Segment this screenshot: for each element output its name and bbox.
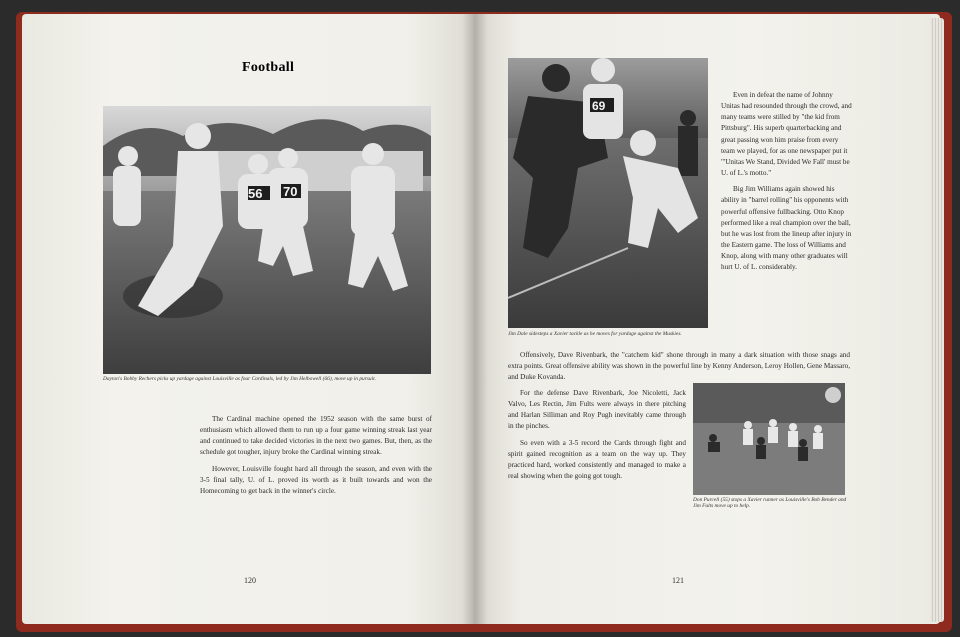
paragraph: However, Louisville fought hard all through the season, and even with the 3-5 final tally, U. of L. proved its worth as it built towards and won the Homecoming to get back in the winner's circle. [200, 464, 432, 495]
book-spine [462, 14, 488, 624]
svg-text:56: 56 [248, 186, 263, 201]
page-edges [930, 18, 944, 622]
page-number-left: 120 [244, 576, 256, 585]
football-photo-left [103, 106, 431, 374]
page-number-right: 121 [672, 576, 684, 585]
paragraph: The Cardinal machine opened the 1952 season with the same burst of enthusiasm which allowed them to run up a four game winning streak last year and continued to take decided victories in the next two games. But, then, as the schedule got tougher, injury broke the Cardinal winning streak. [200, 415, 432, 457]
svg-text:70: 70 [283, 184, 298, 199]
paragraph: Big Jim Williams again showed his ability in "barrel rolling" his opponents with powerful offensive fullbacking. Otto Knop performed like a real champion over the ball, but he was lost from the lineup after injury in the Eastern game. The loss of Williams and Knop, along with many other graduates will hurt U. of L. considerably. [721, 185, 852, 272]
paragraph: For the defense Dave Rivenbark, Joe Nicoletti, Jack Valvo, Les Rectin, Jim Fults were always in there pitching and Harlan Silliman and Roy Pugh inevitably came through in the pinches. [508, 389, 686, 431]
photo-caption-top-right: Jim Dale sidesteps a Xavier tackle as he moves for yardage against the Muskies. [508, 331, 682, 337]
right-lower-text [508, 388, 686, 487]
photo-caption-left: Dayton's Bobby Rechers picks up yardage against Louisville as four Cardinals, led by Jim Helbowell (66), move up in pursuit. [103, 376, 376, 382]
football-photo-top-right [508, 58, 708, 328]
paragraph: Offensively, Dave Rivenbark, the "catchem kid" shone through in many a dark situation with those snags and extra points. Great offensive ability was shown in the powerful line by Kenny Anderson, Leroy Hollen, Gene Massaro, and Duke Kovanda. [508, 351, 850, 382]
paragraph: So even with a 3-5 record the Cards through fight and spirit gained recognition as a team on the way up. They practiced hard, worked consistently and managed to make a real showing when the going got tough. [508, 438, 686, 481]
page-title: Football [242, 60, 295, 75]
photo-caption-bottom-right: Don Purcell (55) stops a Xavier runner as Louisville's Bob Bender and Jim Fults move up to help. [693, 497, 847, 510]
svg-text:69: 69 [592, 99, 606, 113]
football-photo-bottom-right [693, 383, 845, 495]
right-column-text [721, 90, 853, 279]
left-body-text [200, 414, 432, 502]
paragraph: Even in defeat the name of Johnny Unitas had resounded through the crowd, and many teams were stilled by "the kid from Pittsburg". His superb quarterbacking and great passing won him praise from every team we played, for as one newspaper put it "'Unitas We Stand, Divided We Fall' must be U. of L.'s motto." [721, 91, 852, 178]
